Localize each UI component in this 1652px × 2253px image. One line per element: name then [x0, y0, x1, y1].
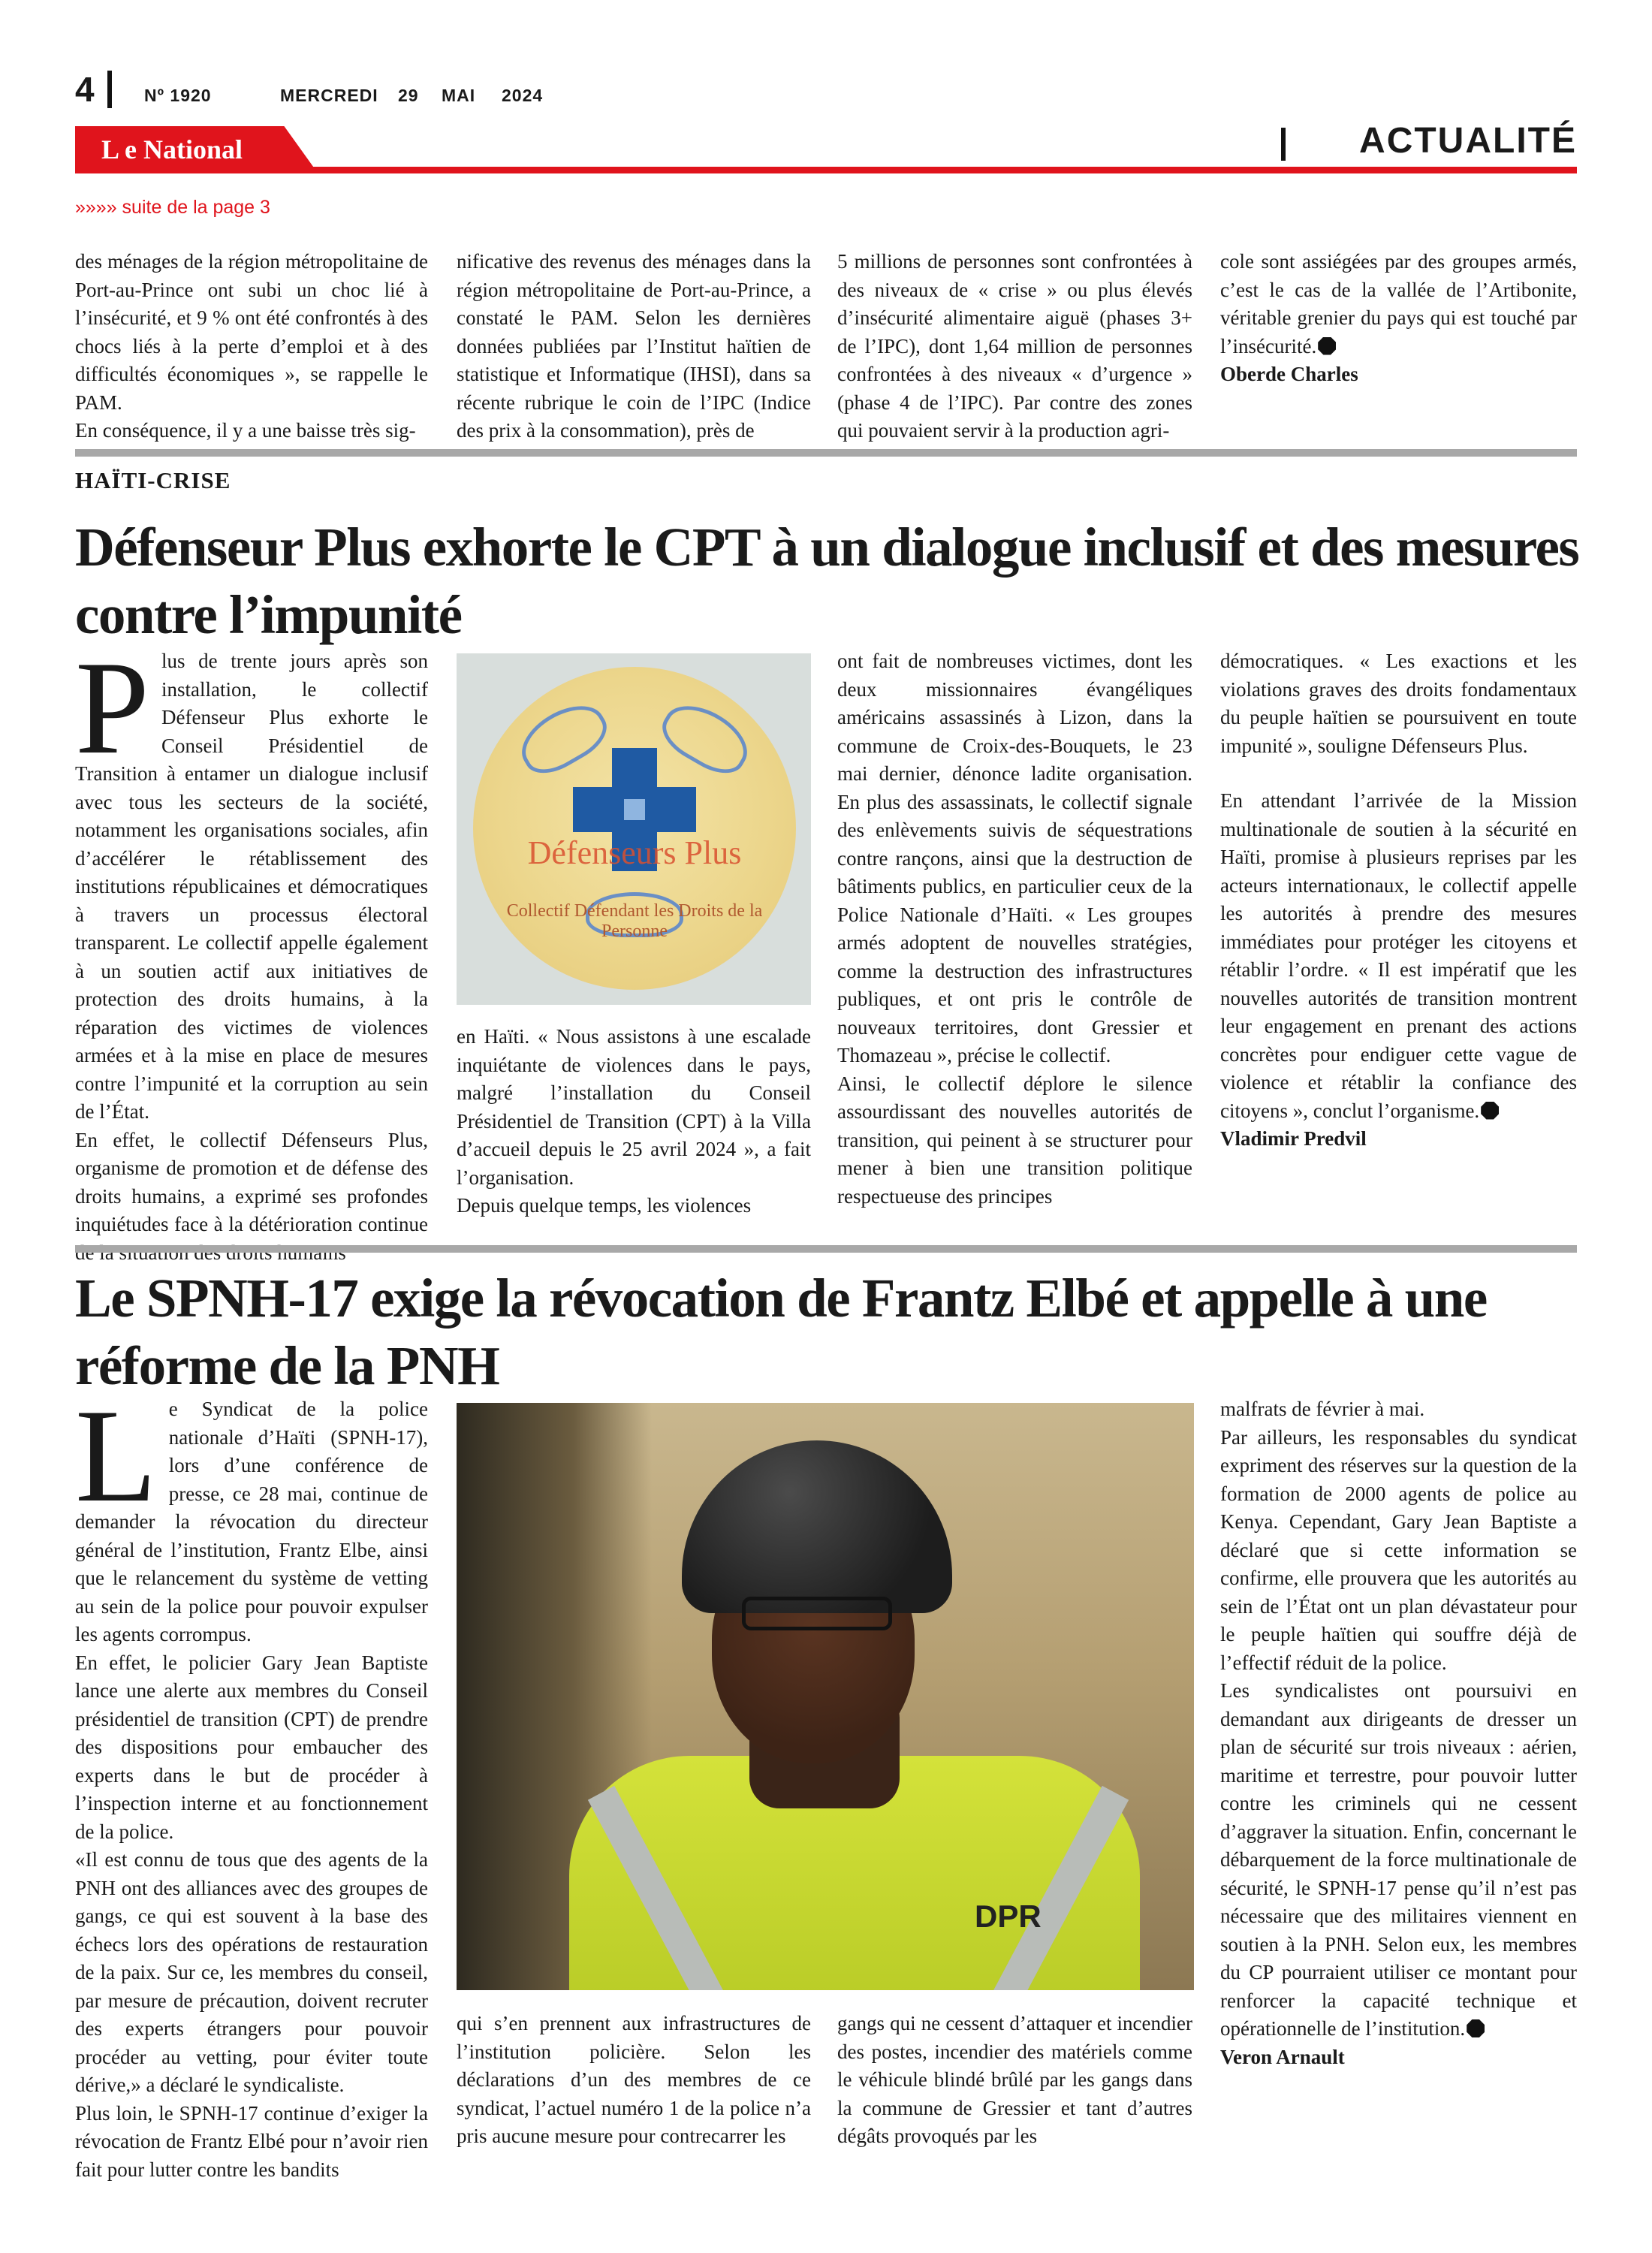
dropcap: L [75, 1381, 157, 1530]
hand-icon [654, 693, 758, 784]
article3-column-4 [1220, 1395, 1577, 2071]
article2-paragraph: Depuis quelque temps, les violences [457, 1194, 752, 1217]
article2-kicker: HAÏTI-CRISE [75, 467, 231, 493]
article2-paragraph: Plus de trente jours après son installation, le collectif Défenseur Plus exhorte le Conseil Présidentiel de Transition à entamer un dialogue inclusif avec tous les secteurs de la société, notamment les organisations sociales, afin d’accélérer le rétablissement des institutions républicaines et démocratiques à travers un processus électoral transparent. Le collectif appelle également à un soutien actif aux initiatives de protection des droits humains, à la réparation des victimes de violences armées et à la mise en place de mesures contre l’impunité et la corruption au sein de l’État. [75, 633, 428, 1123]
article1-column-4 [1220, 248, 1577, 389]
section-divider [75, 449, 1577, 457]
rubric-separator [1281, 128, 1286, 161]
photo-helmet [682, 1440, 952, 1613]
hand-icon [511, 693, 616, 784]
brand-name: L e National [101, 134, 243, 164]
issue-number: Nº 1920 [144, 86, 212, 105]
article2-column-4 [1220, 647, 1577, 1154]
photo-glasses [742, 1597, 892, 1630]
article1-paragraph: nificative des revenus des ménages dans la région métropolitaine de Port-au-Prince, a constaté le PAM. Selon les dernières données publiées par l’Institut haïtien de statistique et Informatique (IHSI), dans sa récente rubrique le coin de l’IPC (Indice des prix à la consommation), près de [457, 250, 811, 442]
continued-from-link[interactable]: »»»» suite de la page 3 [75, 197, 270, 218]
article3-paragraph: gangs qui ne cessent d’attaquer et incendier des postes, incendier des matériels comme le véhicule blindé brûlé par les gangs dans la commune de Gressier et tant d’autres dégâts provoqués par les [837, 2012, 1192, 2147]
article3-paragraph: «Il est connu de tous que des agents de la PNH ont des alliances avec des groupes de gangs, ce qui est souvent à la base des échecs lors des opérations de restauration de la paix. Sur ce, les membres du conseil, par mesure de précaution, doivent recruter des experts étrangers pour pouvoir procéder au vetting, pour éviter toute dérive,» a déclaré le syndicaliste. [75, 1848, 428, 2096]
date-day: 29 [398, 86, 419, 105]
article3-paragraph: En effet, le policier Gary Jean Baptiste lance une alerte aux membres du Conseil présidentiel de transition (CPT) de prendre des dispositions pour embaucher des experts dans le but de procéder à l’inspection interne et au fonctionnement de la police. [75, 1651, 428, 1843]
header-divider [107, 71, 112, 108]
end-of-article-icon [1481, 1102, 1499, 1120]
article1-paragraph: 5 millions de personnes sont confrontées à des niveaux de « crise » ou plus élevés d’insécurité alimentaire aiguë (phases 3+ de l’IPC), dont 1,64 million de personnes confrontées à des niveaux « d’urgence » (phase 4 de l’IPC). Par contre des zones qui pouvaient servir à la production agri- [837, 250, 1192, 442]
date-weekday: MERCREDI [280, 86, 378, 105]
article1-paragraph: En conséquence, il y a une baisse très sig- [75, 419, 416, 442]
defenseurs-plus-logo-image [457, 653, 811, 1005]
cross-icon-center [624, 799, 645, 820]
article2-column-2 [457, 1023, 811, 1220]
article2-column-3 [837, 647, 1192, 1211]
article3-column-1 [75, 1381, 428, 2184]
section-rubric: ACTUALITÉ [1359, 121, 1577, 161]
article2-headline: Défenseur Plus exhorte le CPT à un dialogue inclusif et des mesures contre l’impunité [75, 517, 1579, 645]
section-divider [75, 1245, 1577, 1253]
date-year: 2024 [502, 86, 544, 105]
article1-author: Oberde Charles [1220, 363, 1358, 385]
article3-paragraph: Les syndicalistes ont poursuivi en demandant aux dirigeants de dresser un plan de sécurité sur trois niveaux : aérien, maritime et terrestre, pour pouvoir lutter contre les criminels qui ne cessent d’aggraver la situation. Enfin, concernant le débarquement de la force multinationale de sécurité, le SPNH-17 pense qu’il n’est pas nécessaire que des militaires viennent en soutien à la PNH. Selon eux, les membres du CP pourraient utiliser ce montant pour renforcer la capacité technique et opérationnelle de l’institution. [1220, 1679, 1577, 2040]
article3-paragraph: Plus loin, le SPNH-17 continue d’exiger la révocation de Frantz Elbé pour n’avoir rien fait pour lutter contre les bandits [75, 2101, 428, 2181]
logo-name: Défenseurs Plus [527, 834, 742, 871]
article2-paragraph: En effet, le collectif Défenseurs Plus, organisme de promotion et de défense des droits humains, a exprimé ses profondes inquiétudes face à la détérioration continue [75, 1128, 428, 1235]
article1-column-3 [837, 248, 1192, 445]
dropcap: P [75, 633, 149, 782]
article2-paragraph: en Haïti. « Nous assistons à une escalade inquiétante de violences dans le pays, malgré l’installation du Conseil Présidentiel de Transition (CPT) à la Villa d’accueil depuis le 25 avril 2024 », a fait l’organisation. [457, 1025, 811, 1189]
article1-column-2 [457, 248, 811, 445]
article2-column-1 [75, 633, 428, 1267]
article1-column-1 [75, 248, 428, 445]
article2-paragraph: En attendant l’arrivée de la Mission multinationale de soutien à la sécurité en Haïti, promise à plusieurs reprises par les acteurs internationaux, le collectif appelle les autorités à prendre des mesures immédiates pour protéger les citoyens et rétablir l’ordre. « Il est impératif que les nouvelles autorités de transition montrent leur engagement en prenant des actions concrètes pour endiguer cette vague de violence et rétablir la confiance des citoyens », conclut l’organisme. [1220, 789, 1577, 1122]
article2-author: Vladimir Predvil [1220, 1127, 1367, 1150]
article2-paragraph: démocratiques. « Les exactions et les violations graves des droits fondamentaux du peuple haïtien se poursuivent en toute impunité », souligne Défenseurs Plus. [1220, 650, 1577, 757]
article2-paragraph: ont fait de nombreuses victimes, dont les deux missionnaires évangéliques américains assassinés à Lizon, dans la commune de Croix-des-Bouquets, le 23 mai dernier, dénonce ladite organisation. En plus des assassinats, le collectif signale des enlèvements suivis de séquestrations contre rançons, ainsi que la destruction de bâtiments publics, en particulier ceux de la Police Nationale d’Haïti. « Les groupes armés adoptent de nouvelles stratégies, comme la destruction des infrastructures publiques, et ont pris le contrôle de nouveaux territoires, dont Gressier et Thomazeau », précise le collectif. [837, 650, 1192, 1066]
logo-subtitle: Collectif Défendant les Droits de la Personne [506, 901, 763, 941]
spnh-spokesman-photo [457, 1403, 1194, 1990]
end-of-article-icon [1318, 337, 1336, 355]
article3-paragraph: Le Syndicat de la police nationale d’Haïti (SPNH-17), lors d’une conférence de presse, ce 28 mai, continue de demander la révocation du directeur général de l’institution, Frantz Elbe, ainsi que le relancement du système de vetting au sein de la police pour pouvoir expulser les agents corrompus. [75, 1381, 428, 1645]
article2-paragraph: Ainsi, le collectif déplore le silence assourdissant des nouvelles autorités de transition, qui peinent à se structurer pour mener à bien une transition politique respectueuse des principes [837, 1072, 1192, 1208]
date-month: MAI [442, 86, 476, 105]
end-of-article-icon [1467, 2019, 1485, 2037]
article3-column-2 [457, 2010, 811, 2151]
article3-paragraph: qui s’en prennent aux infrastructures de l’institution policière. Selon les déclarations d’un des membres de ce syndicat, l’actuel numéro 1 de la police n’a pris aucune mesure pour contrecarrer les [457, 2012, 811, 2147]
article1-paragraph: des ménages de la région métropolitaine de Port-au-Prince ont subi un choc lié à l’insécurité, et 9 % ont été confrontés à des chocs liés à la perte d’emploi et à des difficultés économiques », se rappelle le PAM. [75, 250, 428, 414]
article3-paragraph: malfrats de février à mai. [1220, 1398, 1425, 1420]
page-number: 4 [75, 70, 95, 109]
article3-column-3 [837, 2010, 1192, 2151]
photo-vest-text: DPR [975, 1899, 1042, 1934]
logo-disc [473, 667, 796, 990]
article3-paragraph: Par ailleurs, les responsables du syndicat expriment des réserves sur la question de la formation de 2000 agents de police au Kenya. Cependant, Gary Jean Baptiste a déclaré que si cette information se confirme, elle prouvera que les autorités au sein de l’État ont un plan dévastateur pour le peuple haïtien qui souffre déjà de l’effectif réduit de la police. [1220, 1425, 1577, 1674]
article3-author: Veron Arnault [1220, 2045, 1345, 2068]
article3-headline: Le SPNH-17 exige la révocation de Frantz Elbé et appelle à une réforme de la PNH [75, 1268, 1487, 1396]
article1-paragraph: cole sont assiégées par des groupes armés, c’est le cas de la vallée de l’Artibonite, véritable grenier du pays qui est touché par l’insécurité. [1220, 250, 1577, 357]
